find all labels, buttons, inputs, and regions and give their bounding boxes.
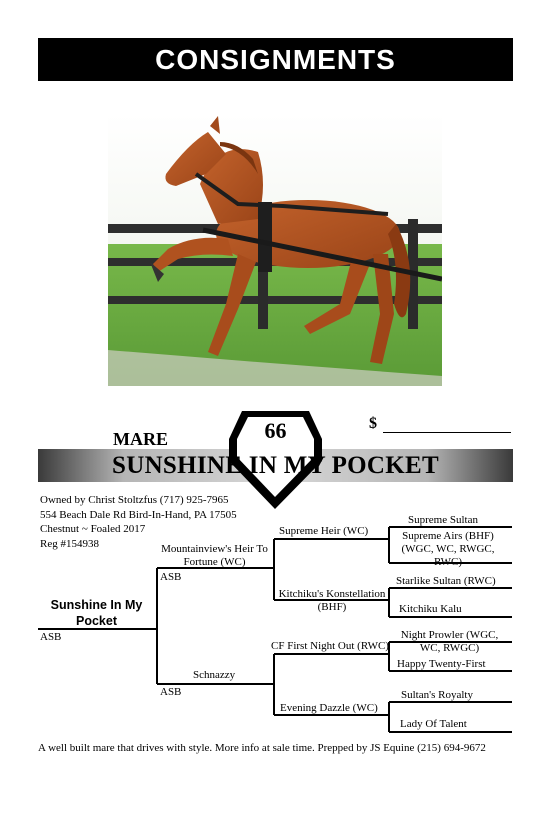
pedigree-subject: Sunshine In My Pocket	[50, 598, 143, 628]
horse-name: SUNSHINE IN MY POCKET	[112, 452, 439, 479]
dam-breed: ASB	[160, 686, 182, 698]
dd-dam: Lady Of Talent	[400, 718, 467, 730]
ds-dam: Happy Twenty-First	[397, 658, 486, 670]
sire-dam: Kitchiku's Konstellation (BHF)	[278, 588, 386, 613]
dam-sire: CF First Night Out (RWC)	[271, 640, 389, 652]
sd-dam: Kitchiku Kalu	[399, 603, 462, 615]
registration-line: Reg #154938	[40, 537, 99, 550]
description: A well built mare that drives with style. More info at sale time. Prepped by JS Equine (215) 694-9672	[38, 742, 486, 754]
ds-sire: Night Prowler (WGC, WC, RWGC)	[400, 629, 499, 654]
dd-sire: Sultan's Royalty	[401, 689, 473, 701]
dam-dam: Evening Dazzle (WC)	[280, 702, 378, 714]
owner-line: Owned by Christ Stoltzfus (717) 925-7965	[40, 494, 229, 506]
hip-number: 66	[264, 418, 287, 443]
color-foaled-line: Chestnut ~ Foaled 2017	[40, 523, 146, 535]
sire-sire: Supreme Heir (WC)	[279, 525, 369, 537]
subject-breed: ASB	[40, 631, 62, 643]
sd-sire: Starlike Sultan (RWC)	[396, 575, 496, 587]
sire-breed: ASB	[160, 571, 182, 583]
sex-label: MARE	[113, 429, 168, 449]
ss-dam: Supreme Airs (BHF) (WGC, WC, RWGC, RWC)	[401, 530, 495, 568]
page-title: CONSIGNMENTS	[155, 44, 396, 75]
sire: Mountainview's Heir To Fortune (WC)	[161, 543, 268, 568]
dam: Schnazzy	[193, 669, 236, 681]
ss-sire: Supreme Sultan	[408, 514, 478, 526]
price-symbol: $	[369, 415, 377, 432]
address-line: 554 Beach Dale Rd Bird-In-Hand, PA 17505	[40, 508, 237, 521]
